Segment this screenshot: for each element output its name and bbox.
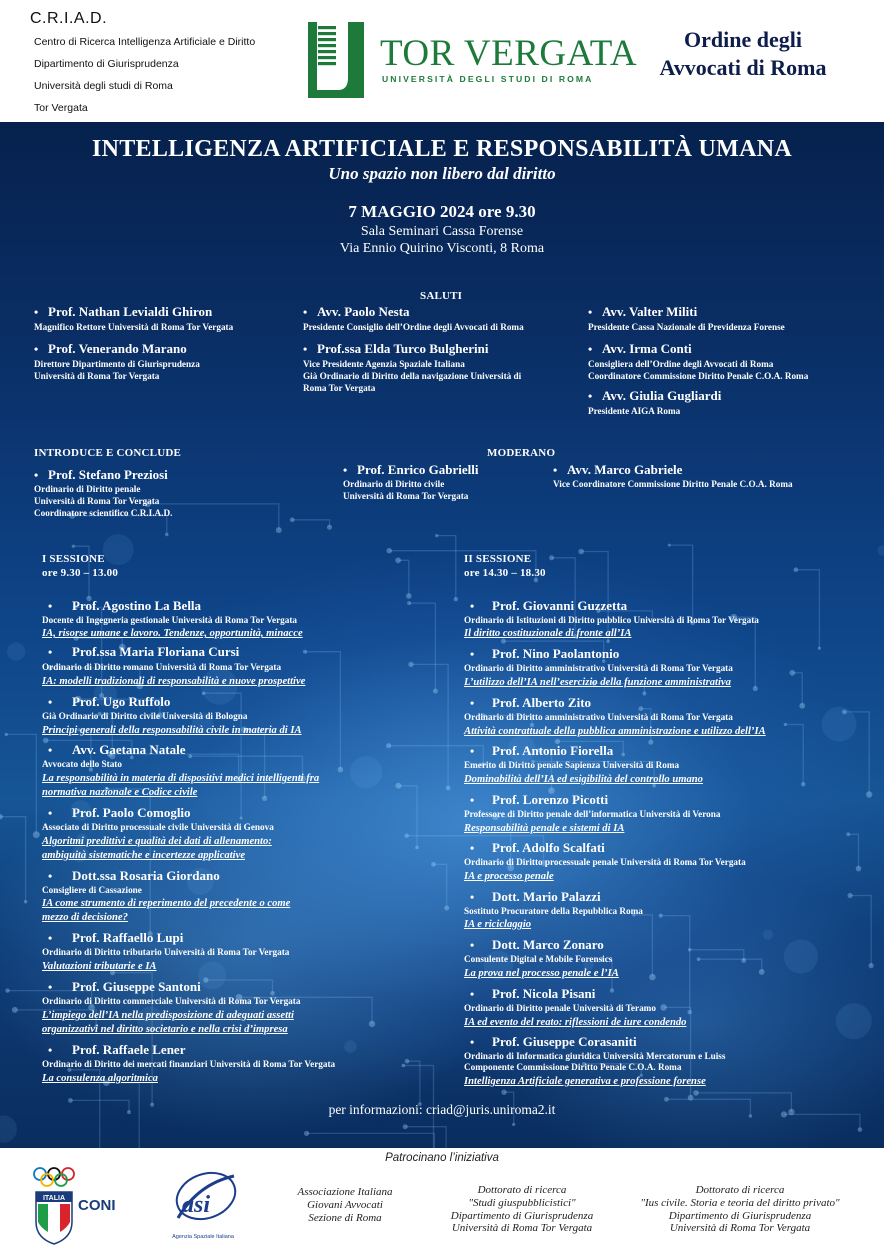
session2-speaker-role: Emerito di Diritto penale Sapienza Università di Roma [464, 760, 680, 770]
bullet-icon: • [470, 841, 475, 855]
session1-speaker-name: • Prof.ssa Maria Floriana Cursi [48, 644, 240, 659]
poster-content [0, 122, 884, 1148]
session1-talk-title: organizzativi nel diritto societario e nella crisi d’impresa [42, 1024, 288, 1035]
session2-speaker-name: • Prof. Nino Paolantonio [470, 646, 620, 661]
session1-speaker-name: • Prof. Raffaello Lupi [48, 930, 184, 945]
moderano-speaker-name: • Avv. Marco Gabriele [553, 462, 683, 477]
bullet-icon: • [303, 342, 308, 356]
event-venue: Sala Seminari Cassa Forense [360, 224, 524, 239]
session1-talk-title: IA, risorse umane e lavoro. Tendenze, opportunità, minacce [42, 628, 303, 639]
bullet-icon: • [470, 647, 475, 661]
svg-text:asi: asi [182, 1192, 211, 1218]
moderano-speaker-role: Ordinario di Diritto civile [343, 479, 445, 489]
bullet-icon: • [48, 869, 53, 883]
session1-talk-title: IA come strumento di reperimento del precedente o come [42, 898, 291, 909]
session1-heading: I SESSIONE [42, 553, 105, 565]
saluti-speaker-role: Vice Presidente Agenzia Spaziale Italiana [303, 359, 465, 369]
moderano-speaker-role: Università di Roma Tor Vergata [343, 491, 469, 501]
ordine-avvocati-logo [640, 26, 846, 82]
bullet-icon: • [553, 463, 558, 477]
saluti-speaker-name: • Prof.ssa Elda Turco Bulgherini [303, 341, 489, 356]
session1-speaker-name: • Prof. Ugo Ruffolo [48, 694, 171, 709]
bullet-icon: • [48, 980, 53, 994]
footer [0, 1148, 884, 1254]
bullet-icon: • [470, 696, 475, 710]
bullet-icon: • [34, 342, 39, 356]
bullet-icon: • [588, 389, 593, 403]
session1-talk-title: IA: modelli tradizionali di responsabilità e nuove prospettive [42, 676, 306, 687]
session1-talk-title: La consulenza algoritmica [42, 1073, 158, 1084]
coni-logo [32, 1166, 122, 1246]
bullet-icon: • [303, 305, 308, 319]
bullet-icon: • [470, 1035, 475, 1049]
session2-talk-title: Intelligenza Artificiale generativa e professione forense [464, 1076, 706, 1087]
saluti-speaker-role: Università di Roma Tor Vergata [34, 371, 160, 381]
bullet-icon: • [48, 743, 53, 757]
asi-logo-icon [168, 1168, 240, 1232]
event-subtitle: Uno spazio non libero dal diritto [328, 164, 556, 183]
bullet-icon: • [588, 305, 593, 319]
session1-speaker-role: Ordinario di Diritto romano Università di Roma Tor Vergata [42, 662, 282, 672]
session2-talk-title: Attività contrattuale della pubblica amministrazione e utilizzo dell’IA [464, 726, 766, 737]
bullet-icon: • [470, 938, 475, 952]
session2-speaker-role: Professore di Diritto penale dell’informatica Università di Verona [464, 809, 721, 819]
session1-talk-title: Algoritmi predittivi e qualità dei dati di allenamento: [42, 836, 272, 847]
criad-acronym: C.R.I.A.D. [30, 10, 108, 27]
session1-talk-title: normativa nazionale e Codice civile [42, 787, 198, 798]
dottorato1-text: Dottorato di ricerca "Studi giuspubblicistici" Dipartimento di Giurisprudenza Università di Roma Tor Vergata [450, 1184, 594, 1235]
session2-speaker-name: • Prof. Antonio Fiorella [470, 743, 614, 758]
saluti-speaker-name: • Avv. Giulia Gugliardi [588, 388, 722, 403]
saluti-speaker-role: Magnifico Rettore Università di Roma Tor Vergata [34, 322, 234, 332]
session2-speaker-role: Componente Commissione Diritto Penale C.O.A. Roma [464, 1062, 682, 1072]
session2-talk-title: Il diritto costituzionale di fronte all’IA [464, 628, 632, 639]
saluti-heading: SALUTI [420, 290, 463, 302]
introduce-speaker-role: Università di Roma Tor Vergata [34, 496, 160, 506]
asi-caption: Agenzia Spaziale Italiana [172, 1234, 234, 1240]
criad-line: Università degli studi di Roma [34, 80, 173, 92]
saluti-speaker-role: Roma Tor Vergata [303, 383, 376, 393]
saluti-speaker-role: Consigliera dell’Ordine degli Avvocati di Roma [588, 359, 774, 369]
saluti-speaker-role: Già Ordinario di Diritto della navigazione Università di [303, 371, 522, 381]
session1-speaker-role: Avvocato dello Stato [42, 759, 122, 769]
session2-talk-title: L’utilizzo dell’IA nell’esercizio della funzione amministrativa [464, 677, 731, 688]
session1-speaker-name: • Dott.ssa Rosaria Giordano [48, 868, 220, 883]
info-label: per informazioni: [328, 1102, 423, 1117]
criad-line: Dipartimento di Giurisprudenza [34, 58, 179, 70]
session2-talk-title: La prova nel processo penale e l’IA [464, 968, 619, 979]
session1-time: ore 9.30 – 13.00 [42, 567, 119, 579]
session2-heading: II SESSIONE [464, 553, 532, 565]
coni-text: CONI [78, 1197, 116, 1214]
introduce-speaker-role: Coordinatore scientifico C.R.I.A.D. [34, 508, 173, 518]
session1-speaker-role: Consigliere di Cassazione [42, 885, 142, 895]
session1-speaker-role: Ordinario di Diritto tributario Università di Roma Tor Vergata [42, 947, 290, 957]
session1-speaker-name: • Prof. Raffaele Lener [48, 1042, 186, 1057]
session1-speaker-name: • Avv. Gaetana Natale [48, 742, 186, 757]
session1-speaker-role: Docente di Ingegneria gestionale Università di Roma Tor Vergata [42, 615, 298, 625]
bullet-icon: • [48, 806, 53, 820]
bullet-icon: • [470, 793, 475, 807]
ordine-line: Ordine degli [684, 27, 802, 52]
bullet-icon: • [34, 468, 39, 482]
session2-speaker-name: • Prof. Giuseppe Corasaniti [470, 1034, 637, 1049]
event-address: Via Ennio Quirino Visconti, 8 Roma [339, 241, 545, 256]
bullet-icon: • [470, 890, 475, 904]
session2-speaker-role: Ordinario di Diritto amministrativo Università di Roma Tor Vergata [464, 712, 733, 722]
session2-speaker-role: Ordinario di Diritto amministrativo Università di Roma Tor Vergata [464, 663, 733, 673]
aiga-logo-text: Associazione Italiana Giovani Avvocati Sezione di Roma [297, 1186, 393, 1224]
saluti-speaker-role: Coordinatore Commissione Diritto Penale C.O.A. Roma [588, 371, 809, 381]
session1-talk-title: L’impiego dell’IA nella predisposizione di adeguati assetti [42, 1010, 294, 1021]
session2-speaker-role: Consulente Digital e Mobile Forensics [464, 954, 613, 964]
saluti-speaker-name: • Prof. Venerando Marano [34, 341, 187, 356]
session2-talk-title: Dominabilità dell’IA ed esigibilità del controllo umano [464, 774, 703, 785]
info-email-link[interactable]: criad@juris.uniroma2.it [426, 1102, 556, 1117]
session2-speaker-name: • Dott. Marco Zonaro [470, 937, 604, 952]
tor-vergata-mark-icon [308, 22, 364, 98]
criad-block [30, 10, 255, 119]
session1-talk-title: La responsabilità in materia di dispositivi medici intelligenti fra [42, 773, 320, 784]
header [0, 0, 884, 122]
tor-vergata-logo [308, 22, 638, 100]
session1-speaker-name: • Prof. Agostino La Bella [48, 598, 202, 613]
session2-talk-title: IA e processo penale [464, 871, 554, 882]
event-title: INTELLIGENZA ARTIFICIALE E RESPONSABILITÀ UMANA [91, 136, 793, 162]
moderano-speaker-role: Vice Coordinatore Commissione Diritto Penale C.O.A. Roma [553, 479, 793, 489]
saluti-speaker-role: Presidente Consiglio dell’Ordine degli Avvocati di Roma [303, 322, 524, 332]
bullet-icon: • [343, 463, 348, 477]
saluti-speaker-name: • Avv. Paolo Nesta [303, 304, 410, 319]
bullet-icon: • [470, 599, 475, 613]
bullet-icon: • [470, 744, 475, 758]
saluti-speaker-role: Presidente Cassa Nazionale di Previdenza Forense [588, 322, 785, 332]
tor-vergata-name: TOR VERGATA [380, 33, 638, 74]
bullet-icon: • [48, 599, 53, 613]
criad-line: Centro di Ricerca Intelligenza Artificiale e Diritto [34, 36, 256, 48]
session1-speaker-role: Associato di Diritto processuale civile Università di Genova [42, 822, 274, 832]
session2-speaker-name: • Dott. Mario Palazzi [470, 889, 601, 904]
introduce-speaker-role: Ordinario di Diritto penale [34, 484, 141, 494]
info-line [0, 1102, 884, 1118]
session2-talk-title: Responsabilità penale e sistemi di IA [464, 823, 625, 834]
session1-speaker-name: • Prof. Paolo Comoglio [48, 805, 191, 820]
session2-talk-title: IA e riciclaggio [464, 919, 532, 930]
bullet-icon: • [588, 342, 593, 356]
moderano-speaker-name: • Prof. Enrico Gabrielli [343, 462, 479, 477]
bullet-icon: • [34, 305, 39, 319]
tor-vergata-subtitle: UNIVERSITÀ DEGLI STUDI DI ROMA [382, 74, 594, 84]
bullet-icon: • [48, 695, 53, 709]
moderano-heading: MODERANO [487, 447, 556, 459]
saluti-speaker-name: • Avv. Valter Militi [588, 304, 698, 319]
session2-speaker-role: Sostituto Procuratore della Repubblica Roma [464, 906, 643, 916]
session2-speaker-name: • Prof. Alberto Zito [470, 695, 592, 710]
dottorato2-text: Dottorato di ricerca "Ius civile. Storia e teoria del diritto privato" Dipartimento di Giurisprudenza Università di Roma Tor Vergata [640, 1184, 840, 1235]
session2-speaker-name: • Prof. Adolfo Scalfati [470, 840, 605, 855]
session2-speaker-role: Ordinario di Informatica giuridica Università Mercatorum e Luiss [464, 1051, 726, 1061]
bullet-icon: • [470, 987, 475, 1001]
session1-talk-title: mezzo di decisione? [42, 912, 128, 923]
session2-speaker-name: • Prof. Lorenzo Picotti [470, 792, 609, 807]
session1-speaker-role: Ordinario di Diritto dei mercati finanziari Università di Roma Tor Vergata [42, 1059, 336, 1069]
patrocinano-label: Patrocinano l’iniziativa [385, 1152, 499, 1164]
ordine-line: Avvocati di Roma [659, 55, 827, 80]
session2-time: ore 14.30 – 18.30 [464, 567, 546, 579]
coni-badge-text: ITALIA [42, 1195, 66, 1202]
bullet-icon: • [48, 645, 53, 659]
session1-speaker-role: Ordinario di Diritto commerciale Università di Roma Tor Vergata [42, 996, 301, 1006]
saluti-speaker-role: Presidente AIGA Roma [588, 406, 681, 416]
event-date: 7 MAGGIO 2024 ore 9.30 [348, 202, 536, 221]
session2-speaker-name: • Prof. Nicola Pisani [470, 986, 596, 1001]
session2-speaker-role: Ordinario di Diritto processuale penale Università di Roma Tor Vergata [464, 857, 746, 867]
session1-talk-title: Valutazioni tributarie e IA [42, 961, 157, 972]
main-poster [0, 122, 884, 1148]
session2-speaker-role: Ordinario di Diritto penale Università di Teramo [464, 1003, 656, 1013]
saluti-speaker-name: • Prof. Nathan Levialdi Ghiron [34, 304, 213, 319]
saluti-speaker-role: Direttore Dipartimento di Giurisprudenza [34, 359, 200, 369]
bullet-icon: • [48, 1043, 53, 1057]
introduce-heading: INTRODUCE E CONCLUDE [34, 447, 182, 459]
session1-talk-title: ambiguità sistematiche e incertezze applicative [42, 850, 246, 861]
bullet-icon: • [48, 931, 53, 945]
introduce-speaker-name: • Prof. Stefano Preziosi [34, 467, 168, 482]
session2-speaker-name: • Prof. Giovanni Guzzetta [470, 598, 628, 613]
criad-line: Tor Vergata [34, 102, 88, 114]
session2-speaker-role: Ordinario di Istituzioni di Diritto pubblico Università di Roma Tor Vergata [464, 615, 759, 625]
session1-talk-title: Principi generali della responsabilità civile in materia di IA [42, 725, 302, 736]
session2-talk-title: IA ed evento del reato: riflessioni de iure condendo [464, 1017, 687, 1028]
session1-speaker-role: Già Ordinario di Diritto civile Università di Bologna [42, 711, 248, 721]
saluti-speaker-name: • Avv. Irma Conti [588, 341, 692, 356]
session1-speaker-name: • Prof. Giuseppe Santoni [48, 979, 201, 994]
